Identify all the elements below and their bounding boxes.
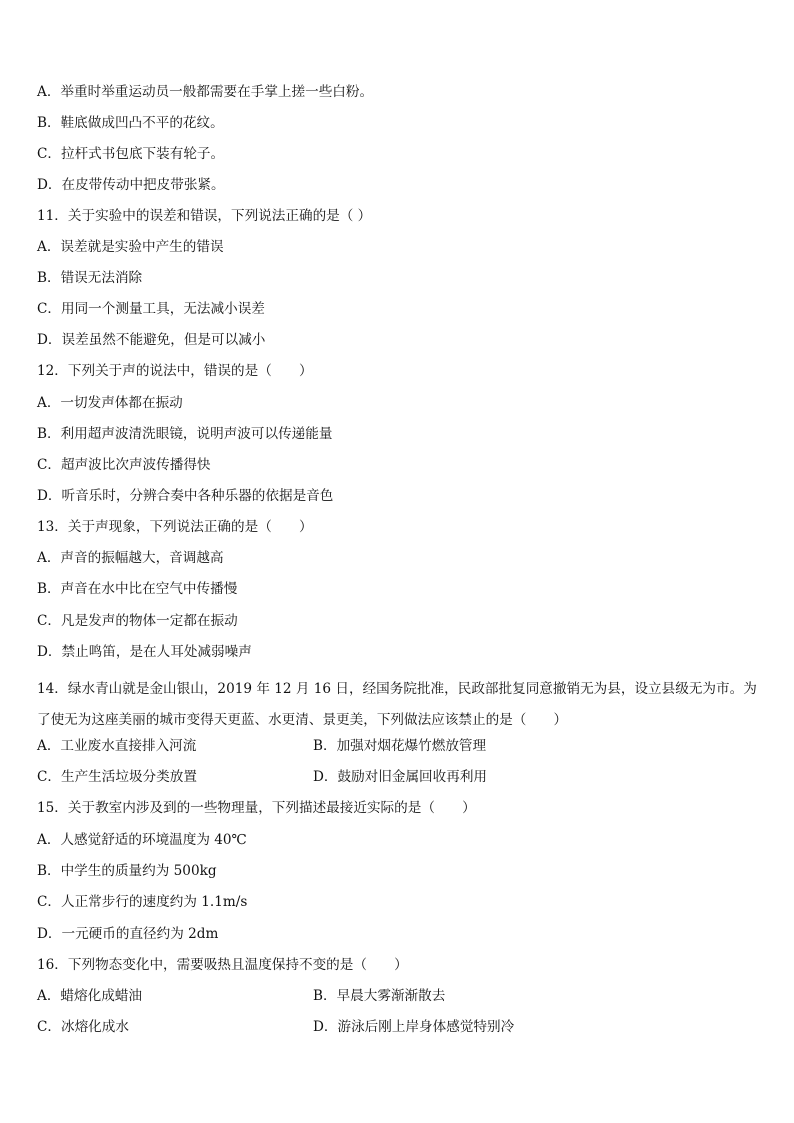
q15-option-d: D．一元硬币的直径约为 2dm — [37, 926, 219, 942]
q13-option-c: C．凡是发声的物体一定都在振动 — [37, 613, 238, 629]
q15-stem: 15．关于教室内涉及到的一些物理量，下列描述最接近实际的是（ ） — [37, 800, 476, 816]
q14-option-d: D．鼓励对旧金属回收再利用 — [313, 769, 488, 785]
q15-option-b: B．中学生的质量约为 500kg — [37, 863, 217, 879]
q10-option-c: C．拉杆式书包底下装有轮子。 — [37, 146, 225, 162]
q11-option-a: A．误差就是实验中产生的错误 — [37, 239, 224, 255]
q14-stem: 14．绿水青山就是金山银山，2019 年 12 月 16 日，经国务院批准，民政部批复同意撤销无为县，设立县级无为市。为了使无为这座美丽的城市变得天更蓝、水更清、景更美，下列做法应该禁止的是（ ） — [37, 681, 757, 728]
q11-option-d: D．误差虽然不能避免，但是可以减小 — [37, 332, 266, 348]
q12-stem: 12．下列关于声的说法中，错误的是（ ） — [37, 363, 313, 379]
q13-option-d: D．禁止鸣笛，是在人耳处减弱噪声 — [37, 644, 252, 660]
q11-option-c: C．用同一个测量工具，无法减小误差 — [37, 301, 265, 317]
q14-option-c: C．生产生活垃圾分类放置 — [37, 769, 197, 785]
q16-option-b: B．早晨大雾渐渐散去 — [313, 988, 446, 1004]
q10-option-a: A．举重时举重运动员一般都需要在手掌上搓一些白粉。 — [37, 84, 374, 100]
q16-option-c: C．冰熔化成水 — [37, 1019, 129, 1035]
q12-option-b: B．利用超声波清洗眼镜，说明声波可以传递能量 — [37, 426, 333, 442]
q10-option-d: D．在皮带传动中把皮带张紧。 — [37, 177, 225, 193]
q12-option-a: A．一切发声体都在振动 — [37, 395, 183, 411]
q10-option-b: B．鞋底做成凹凸不平的花纹。 — [37, 115, 224, 131]
q16-option-d: D．游泳后刚上岸身体感觉特别冷 — [313, 1019, 515, 1035]
q14-option-b: B．加强对烟花爆竹燃放管理 — [313, 738, 487, 754]
q11-stem: 11．关于实验中的误差和错误，下列说法正确的是（ ） — [37, 208, 372, 224]
q12-option-d: D．听音乐时，分辨合奏中各种乐器的依据是音色 — [37, 488, 334, 504]
q14-option-a: A．工业废水直接排入河流 — [37, 738, 197, 754]
q16-option-a: A．蜡熔化成蜡油 — [37, 988, 142, 1004]
q16-stem: 16．下列物态变化中，需要吸热且温度保持不变的是（ ） — [37, 957, 408, 973]
q11-option-b: B．错误无法消除 — [37, 270, 143, 286]
q15-option-c: C．人正常步行的速度约为 1.1m/s — [37, 894, 248, 910]
q15-option-a: A．人感觉舒适的环境温度为 40℃ — [37, 832, 247, 848]
q13-option-b: B．声音在水中比在空气中传播慢 — [37, 581, 238, 597]
q12-option-c: C．超声波比次声波传播得快 — [37, 457, 211, 473]
q13-stem: 13．关于声现象，下列说法正确的是（ ） — [37, 519, 313, 535]
q13-option-a: A．声音的振幅越大，音调越高 — [37, 550, 224, 566]
